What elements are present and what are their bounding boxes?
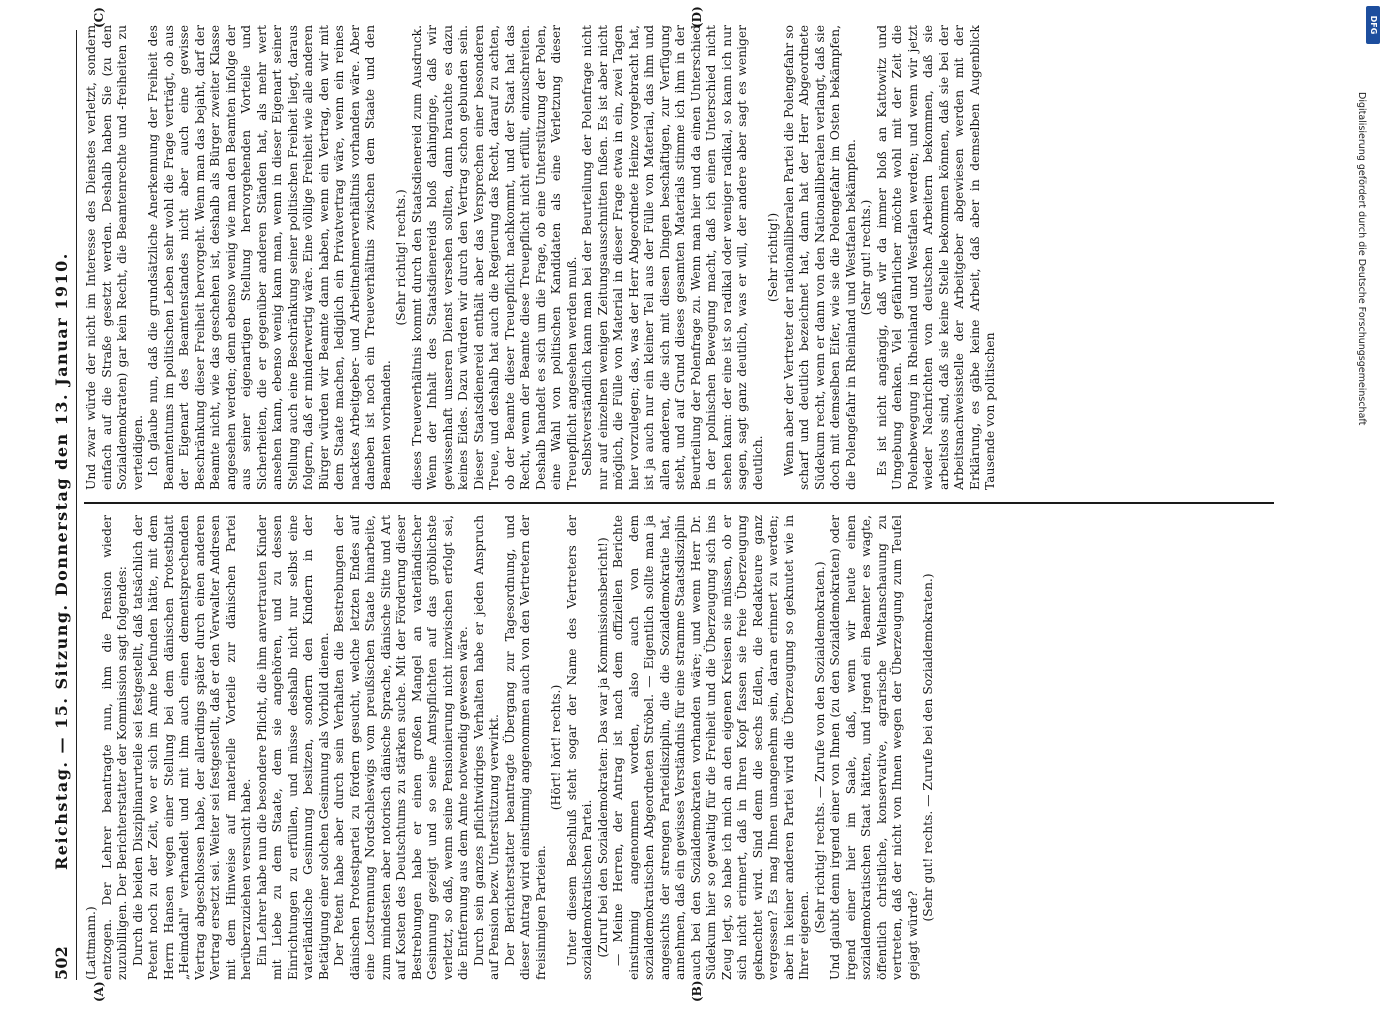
- digitization-note-text: Digitalisierung gefördert durch die Deutsche Forschungsgemeinschaft: [1356, 92, 1367, 426]
- paragraph: Ein Lehrer habe nun die besondere Pflicht, die ihm anvertrauten Kinder mit Liebe zu dem Staate, dem sie angehören, und zu dessen Einrichtungen zu erfüllen, und müsse deshalb nicht nur selbst eine vaterländische Gesinnung besitzen, sondern den Kindern in der Betätigung einer solchen Gesinnung als Vorbild dienen.: [254, 515, 331, 980]
- paragraph: Selbstverständlich kann man bei der Beurteilung der Polenfrage nicht nur auf einzelnen wenigen Zeitungsausschnitten fußen. Es ist aber nicht möglich, die Fülle von Material in dieser Frage etwa in ein, zwei Tagen hier vorzulegen; das, was der Herr Abgeordnete Heinze vorgebracht hat, ist ja auch nur ein kleiner Teil aus der Fülle von Material, das ihm und allen anderen, die sich mit diesen Dingen beschäftigen, zur Verfügung steht, und auf Grund dieses gesamten Materials stimme ich ihm in der Beurteilung der Polenfrage zu. Wenn man hier und da einen Unterschied in der polnischen Bewegung macht, daß ich einen Unterschied nicht sehen kann: der eine ist so radikal oder weniger radikal, so kann ich nur sagen, sagt ganz deutlich, was er will, der andere aber sagt es weniger deutlich.: [580, 25, 765, 490]
- column-divider: [84, 502, 1274, 504]
- paragraph: dieses Treueverhältnis kommt durch den Staatsdienereid zum Ausdruck. Wenn der Inhalt des Staatsdienereids bloß dahinginge, daß wir gewissenhaft unseren Dienst versehen sollten, dann brauchte es dazu keines Eides. Dazu würden wir durch den Vertrag schon gebunden sein. Dieser Staatsdienereid enthält aber das Versprechen einer besonderen Treue, und deshalb hat auch die Regierung das Recht, darauf zu achten, ob der Beamte dieser Treuepflicht nachkommt, und der Staat hat das Recht, wenn der Beamte diese Treuepflicht nicht erfüllt, einzuschreiten. Deshalb handelt es sich um die Frage, ob eine Unterstützung der Polen, eine Wahl von politischen Kandidaten als eine Verletzung dieser Treuepflicht angesehen werden muß.: [409, 25, 579, 490]
- interjection: (Sehr richtig!): [766, 212, 780, 303]
- interjection: (Sehr richtig! rechts. — Zurufe von den Sozialdemokraten.): [812, 561, 827, 934]
- page-header: [48, 30, 76, 980]
- margin-mark-a: (A): [92, 981, 106, 1002]
- paragraph: Ich glaube nun, daß die grundsätzliche Anerkennung der Freiheit des Beamtentums im politischen Leben sehr wohl die Frage verträgt, ob aus der Eigenart des Beamtenstandes nicht aber auch eine gewisse Beschränkung dieser Freiheit hervorgeht. Wenn man das bejaht, darf der Beamte nicht, wie das geschehen ist, deshalb als Bürger zweiter Klasse angesehen werden; denn ebenso wenig wie man den Beamten infolge der aus seiner eigenartigen Stellung hervorgehenden Vorteile und Sicherheiten, die er gegenüber anderen Ständen hat, als mehr wert ansehen kann, ebenso wenig kann man, wenn in dieser Eigenart seiner Stellung auch eine Beschränkung seiner politischen Freiheit liegt, daraus folgern, daß er minderwertig wäre. Eine völlige Freiheit wie alle anderen Bürger würden wir Beamte dann haben, wenn ein Vertrag, den wir mit dem Staate machen, lediglich ein Privatvertrag wäre, wenn ein reines nacktes Arbeitgeber- und Arbeitnehmerverhältnis vorhanden wäre. Aber daneben ist noch ein Treueverhältnis zwischen dem Staate und den Beamten vorhanden.: [146, 25, 393, 490]
- paragraph: entzogen. Der Lehrer beantragte nun, ihm die Pension wieder zuzubilligen. Der Berichterstatter der Kommission sagt folgendes:: [99, 515, 129, 980]
- paragraph: Und zwar würde der nicht im Interesse des Dienstes verletzt, sondern einfach auf die Straße gesetzt werden. Deshalb haben Sie (zu den Sozialdemokraten) gar kein Recht, die Beamtenrechte und -freiheiten zu verteidigen.: [84, 25, 145, 490]
- header-rule: [76, 30, 77, 980]
- digitization-note: [1345, 40, 1375, 980]
- speaker-label: (Lattmann.): [84, 906, 98, 980]
- paragraph: Und glaubt denn irgend einer von Ihnen (zu den Sozialdemokraten) oder irgend einer hier im Saale, daß, wenn wir heute einen sozialdemokratischen Staat hätten, und irgend ein Beamter es wagte, öffentlich christliche, konservative, agrarische Weltanschauung zu vertreten, daß der nicht von Ihnen wegen der Überzeugung zum Teufel gejagt würde?: [828, 515, 920, 980]
- paragraph: Unter diesem Beschluß steht sogar der Name des Vertreters der sozialdemokratischen Partei.: [564, 515, 594, 980]
- margin-mark-c: (C): [92, 7, 106, 28]
- dfg-logo: [1366, 6, 1380, 44]
- paragraph: Durch sein ganzes pflichtwidriges Verhalten habe er jeden Anspruch auf Pension bezw. Unterstützung verwirkt.: [471, 515, 501, 980]
- left-column: [84, 515, 1284, 980]
- running-title: Reichstag. — 15. Sitzung. Donnerstag den 13. Januar 1910.: [52, 252, 71, 870]
- paragraph: Der Berichterstatter beantragte Übergang zur Tagesordnung, und dieser Antrag wird einstimmig angenommen auch von den Vertretern der freisinnigen Parteien.: [502, 515, 548, 980]
- interjection: (Sehr gut! rechts. — Zurufe bei den Sozialdemokraten.): [921, 573, 935, 922]
- paragraph: — Meine Herren, der Antrag ist nach dem offiziellen Berichte einstimmig angenommen worden, also auch von dem sozialdemokratischen Abgeordneten Ströbel. — Eigentlich sollte man ja angesichts der strengen Parteidisziplin, die die Sozialdemokratie hat, annehmen, daß ein gewisses Verständnis für eine stramme Staatsdisziplin auch bei den Sozialdemokraten vorhanden wäre; und wenn Herr Dr. Südekum hier so gewaltig für die Freiheit und die Überzeugung sich ins Zeug legt, so habe ich mich an den eigenen Kreisen sie müssen, ob er sich nicht erinnert, daß in Ihren Kopf fassen sie freie Überzeugung geknechtet wird. Sind denn die sechs Edlen, die Redakteure ganz vergessen? Es mag Ihnen unangenehm sein, daran erinnert zu werden; aber in keiner anderen Partei wird die Überzeugung so geknutet wie in Ihrer eigenen.: [611, 515, 811, 980]
- paragraph: Durch die beiden Disziplinarurteile sei festgestellt, daß tatsächlich der Petent noch zu der Zeit, wo er sich im Amte befunden hätte, mit dem Herrn Hansen wegen einer Stellung bei dem dänischen Protestblatt „Heimdahl" verhandelt und mit ihm auch einen dementsprechenden Vertrag abgeschlossen habe, der allerdings später durch einen anderen Vertrag ersetzt sei. Weiter sei festgestellt, daß er den Verwalter Andresen mit dem Hinweise auf materielle Vorteile zur dänischen Partei herüberzuziehen versucht habe.: [130, 515, 253, 980]
- interjection: (Zuruf bei den Sozialdemokraten: Das war ja Kommissionsbericht!): [595, 537, 610, 958]
- margin-mark-d: (D): [690, 6, 704, 28]
- paragraph: Der Petent habe aber durch sein Verhalten die Bestrebungen der dänischen Protestpartei zu fördern gesucht, welche letzten Endes auf eine Lostrennung Nordschleswigs vom preußischen Staate hinarbeite, zum mindesten aber notorisch dänische Sprache, dänische Sitte und Art auf Kosten des Deutschtums zu stärken suche. Mit der Förderung dieser Bestrebungen habe er einen großen Mangel an vaterländischer Gesinnung gezeigt und so seine Amtspflichten auf das gröblichste verletzt, so daß, wenn seine Pensionierung nicht inzwischen erfolgt sei, die Entfernung aus dem Amte notwendig gewesen wäre.: [332, 515, 470, 980]
- interjection: (Hört! hört! rechts.): [549, 684, 563, 811]
- page-number: 502: [52, 946, 71, 980]
- paragraph: Es ist nicht angängig, daß wir da immer bloß an Kattowitz und Umgebung denken. Viel gefährlicher möchte wohl mit der Zeit die Polenbewegung in Rheinland und Westfalen werden; und wenn wir jetzt wieder Nachrichten von deutschen Arbeitern bekommen, daß sie arbeitslos sind, daß sie keine Stelle bekommen können, daß sie bei der Arbeitsnachweisstelle der Arbeitgeber abgewiesen werden mit der Erklärung, es gäbe keine Arbeit, daß aber in demselben Augenblick Tausende von politischen: [874, 25, 997, 490]
- interjection: (Sehr richtig! rechts.): [394, 189, 408, 326]
- margin-mark-b: (B): [690, 980, 704, 1002]
- dfg-logo-text: DFG: [1369, 15, 1378, 35]
- interjection: (Sehr gut! rechts.): [859, 199, 873, 316]
- right-column: [84, 25, 1284, 490]
- paragraph: Wenn aber der Vertreter der nationalliberalen Partei die Polengefahr so scharf und deutlich bezeichnet hat, dann hat der Herr Abgeordnete Südekum recht, wenn er dann von den Nationalliberalen verlangt, daß sie doch mit demselben Eifer, wie sie die Polengefahr im Osten bekämpfen, die Polengefahr in Rheinland und Westfalen bekämpfen.: [781, 25, 858, 490]
